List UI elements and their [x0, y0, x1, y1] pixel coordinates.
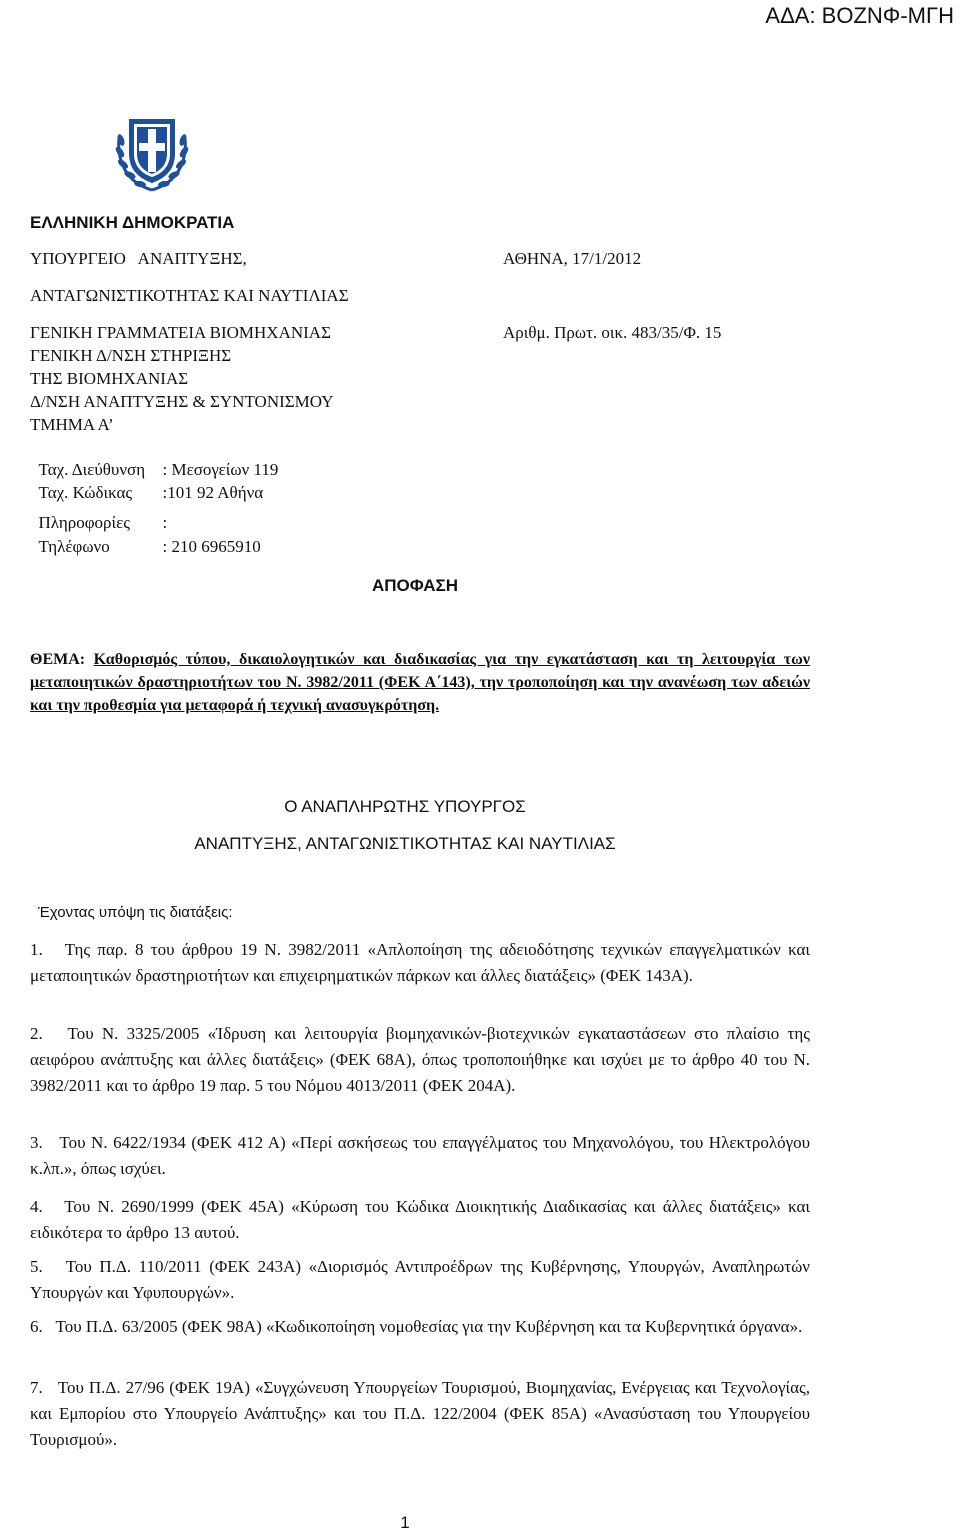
- org-secretariat: ΓΕΝΙΚΗ ΓΡΑΜΜΑΤΕΙΑ ΒΙΟΜΗΧΑΝΙΑΣ: [30, 323, 331, 342]
- item-text: Του Π.Δ. 27/96 (ΦΕΚ 19Α) «Συγχώνευση Υπουργείων Τουρισμού, Βιομηχανίας, Ενέργειας και Τεχνολογίας, και Εμπορίου στο Υπουργείο Ανάπτυξης» και του Π.Δ. 122/2004 (ΦΕΚ 85Α) «Ανασύσταση του Υπουργείου Τουρισμού».: [30, 1378, 810, 1449]
- legal-basis-item: [30, 937, 810, 989]
- org-directorate-line-2: ΤΗΣ ΒΙΟΜΗΧΑΝΙΑΣ: [30, 369, 189, 388]
- address-label: Ταχ. Διεύθυνση: [38, 460, 146, 479]
- subject-text: Καθορισμός τύπου, δικαιολογητικών και διαδικασίας για την εγκατάσταση και τη λειτουργία των μεταποιητικών δραστηριοτήτων του Ν. 3982/2011 (ΦΕΚ Α΄143), την τροποποίηση και την ανανέωση των αδειών και την προθεσμία για μεταφορά ή τεχνική ανασυγκρότηση.: [30, 651, 810, 714]
- page-number: 1: [400, 1513, 410, 1532]
- org-country: ΕΛΛΗΝΙΚΗ ΔΗΜΟΚΡΑΤΙΑ: [30, 213, 235, 232]
- greek-coat-of-arms-icon: [113, 110, 191, 194]
- minister-title-line-1: Ο ΑΝΑΠΛΗΡΩΤΗΣ ΥΠΟΥΡΓΟΣ: [284, 797, 526, 816]
- document-date: ΑΘΗΝΑ, 17/1/2012: [503, 249, 642, 268]
- address-value: : Μεσογείων 119: [162, 460, 279, 479]
- legal-basis-item: [30, 1130, 810, 1182]
- subject-block: [30, 648, 810, 717]
- item-number: 3.: [30, 1133, 43, 1152]
- phone-label: Τηλέφωνο: [38, 537, 110, 556]
- postal-value: :101 92 Αθήνα: [162, 483, 264, 502]
- phone-row: [30, 514, 261, 558]
- subject-label: ΘΕΜΑ:: [30, 651, 86, 668]
- minister-title-line-2: ΑΝΑΠΤΥΞΗΣ, ΑΝΤΑΓΩΝΙΣΤΙΚΟΤΗΤΑΣ ΚΑΙ ΝΑΥΤΙΛΙΑΣ: [194, 834, 616, 853]
- legal-basis-item: [30, 1375, 810, 1453]
- org-directorate-line-3: Δ/ΝΣΗ ΑΝΑΠΤΥΞΗΣ & ΣΥΝΤΟΝΙΣΜΟΥ: [30, 392, 334, 411]
- legal-basis-item: [30, 1194, 810, 1246]
- item-number: 2.: [30, 1024, 43, 1043]
- item-text: Του Π.Δ. 63/2005 (ΦΕΚ 98Α) «Κωδικοποίηση νομοθεσίας για την Κυβέρνηση και τα Κυβερνητικά όργανα».: [55, 1317, 803, 1336]
- considering-heading: Έχοντας υπόψη τις διατάξεις:: [38, 904, 233, 921]
- item-text: Του Π.Δ. 110/2011 (ΦΕΚ 243Α) «Διορισμός Αντιπροέδρων της Κυβέρνησης, Υπουργών, Αναπληρωτών Υπουργών και Υφυπουργών».: [30, 1257, 810, 1302]
- item-text: Του Ν. 2690/1999 (ΦΕΚ 45Α) «Κύρωση του Κώδικα Διοικητικής Διαδικασίας και άλλες διατάξεις» και ειδικότερα το άρθρο 13 αυτού.: [30, 1197, 810, 1242]
- item-number: 1.: [30, 940, 43, 959]
- legal-basis-item: [30, 1021, 810, 1099]
- item-text: Του Ν. 6422/1934 (ΦΕΚ 412 Α) «Περί ασκήσεως του επαγγέλματος του Μηχανολόγου, του Ηλεκτρολόγου κ.λπ.», όπως ισχύει.: [30, 1133, 811, 1178]
- item-number: 6.: [30, 1317, 43, 1336]
- protocol-number: Αριθμ. Πρωτ. οικ. 483/35/Φ. 15: [503, 323, 722, 342]
- org-ministry-line-2: ΑΝΤΑΓΩΝΙΣΤΙΚΟΤΗΤΑΣ ΚΑΙ ΝΑΥΤΙΛΙΑΣ: [30, 286, 349, 305]
- item-number: 5.: [30, 1257, 43, 1276]
- info-value: :: [162, 513, 168, 532]
- item-text: Της παρ. 8 του άρθρου 19 Ν. 3982/2011 «Απλοποίηση της αδειοδότησης τεχνικών επαγγελματικών και μεταποιητικών δραστηριοτήτων και επιχειρηματικών πάρκων και άλλες διατάξεις» (ΦΕΚ 143Α).: [30, 940, 811, 985]
- item-number: 7.: [30, 1378, 43, 1397]
- org-ministry-line-1: ΥΠΟΥΡΓΕΙΟ ΑΝΑΠΤΥΞΗΣ,: [30, 249, 247, 268]
- postal-label: Ταχ. Κώδικας: [38, 483, 133, 502]
- item-text: Του Ν. 3325/2005 «Ίδρυση και λειτουργία βιομηχανικών-βιοτεχνικών εγκαταστάσεων στο πλαίσιο της αειφόρου ανάπτυξης και άλλες διατάξεις» (ΦΕΚ 68Α), όπως τροποποιήθηκε και ισχύει με το άρθρο 40 του Ν. 3982/2011 και το άρθρο 19 παρ. 5 του Νόμου 4013/2011 (ΦΕΚ 204Α).: [30, 1024, 810, 1095]
- org-directorate-line-1: ΓΕΝΙΚΗ Δ/ΝΣΗ ΣΤΗΡΙΞΗΣ: [30, 346, 232, 365]
- ada-code: ΑΔΑ: ΒΟΖΝΦ-ΜΓΗ: [765, 3, 954, 28]
- legal-basis-item: [30, 1314, 810, 1340]
- phone-value: : 210 6965910: [162, 537, 261, 556]
- legal-basis-item: [30, 1254, 810, 1306]
- info-label: Πληροφορίες: [38, 513, 130, 532]
- decision-title: ΑΠΟΦΑΣΗ: [371, 576, 459, 595]
- org-department: ΤΜΗΜΑ Α’: [30, 415, 114, 434]
- item-number: 4.: [30, 1197, 43, 1216]
